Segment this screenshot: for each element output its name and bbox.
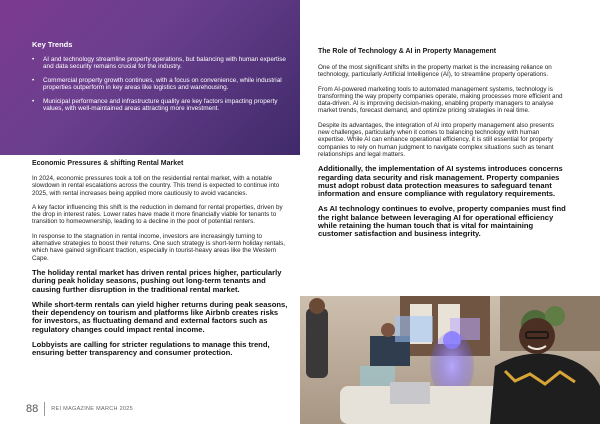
- left-bold-paragraph: The holiday rental market has driven rental prices higher, particularly during peak holiday seasons, pushing out long-term tenants and causing further disruption in the traditional rental market.: [32, 267, 282, 294]
- key-trend-item: • Municipal performance and infrastructure quality are key factors impacting property values, with well-maintained areas attracting more investment.: [32, 98, 286, 113]
- left-section-title: Economic Pressures & shifting Rental Market: [32, 160, 184, 167]
- left-article: [32, 160, 290, 365]
- right-paragraph: One of the most significant shifts in the property market is the increasing reliance on technology, particularly Artificial Intelligence (AI), to streamline property operations.: [318, 64, 552, 79]
- right-bold-paragraph: Additionally, the implementation of AI systems introduces concerns regarding data security and risk management. Property companies must adopt robust data protection measures to safeguard tenant information and ensure compliance with regulatory requirements.: [318, 164, 563, 199]
- left-paragraph: A key factor influencing this shift is the reduction in demand for rental properties, driven by the drop in interest rates. Lower rates have made it more financially viable for tenants to transition to homeownership, leading to a decline in the pool of potential renters.: [32, 203, 283, 226]
- hologram-screen: [395, 316, 433, 342]
- key-trends-box: [0, 0, 300, 155]
- background-desk-person-head: [381, 323, 395, 337]
- office-scene-illustration: [300, 296, 600, 424]
- page-number: 88: [26, 403, 39, 415]
- right-paragraph: From AI-powered marketing tools to automated management systems, technology is transforming the way property companies operate, making processes more efficient and data-driven. AI is improving decision-making, enabling property managers to analyse market trends, forecast demand, and optimize pricing strategies in real time.: [318, 85, 563, 115]
- office-ai-photo: [300, 296, 600, 424]
- right-section-title: The Role of Technology & AI in Property Management: [318, 48, 497, 55]
- right-bold-paragraph: As AI technology continues to evolve, property companies must find the right balance between leveraging AI for operational efficiency while retaining the human touch that is vital for maintaining customer satisfaction and business integrity.: [318, 204, 566, 239]
- page-footer: [26, 402, 133, 416]
- laptop: [390, 382, 430, 404]
- left-bold-paragraph: Lobbyists are calling for stricter regulations to manage this trend, ensuring better transparency and consumer protection.: [32, 340, 270, 358]
- key-trend-item: • AI and technology streamline property operations, but balancing with human expertise and data security remains crucial for the industry.: [32, 56, 286, 71]
- background-person: [306, 308, 328, 378]
- ai-hologram-head: [443, 331, 461, 349]
- right-article: [318, 48, 566, 246]
- key-trends-list: [32, 56, 286, 112]
- background-person-head: [309, 298, 325, 314]
- left-bold-paragraph: While short-term rentals can yield higher returns during peak seasons, their dependency on tourism and platforms like Airbnb creates risks for investors, as fluctuating demand and external factors such as regulatory changes could impact rental income.: [32, 299, 288, 334]
- footer-divider: [44, 402, 45, 416]
- publication-name: REI MAGAZINE MARCH 2025: [51, 406, 134, 412]
- right-paragraph: Despite its advantages, the integration of AI into property management also presents new challenges, particularly when it comes to balancing technology with human expertise. While AI can enhance operational efficiency, it is still essential for property companies to rely on human judgment to navigate complex situations such as tenant relationships and legal matters.: [318, 121, 554, 158]
- left-paragraph: In response to the stagnation in rental income, investors are increasingly turning to alternative strategies to boost their returns. One such strategy is short-term holiday rentals, which have gained significant traction, especially in tourist-heavy areas like the Western Cape.: [32, 232, 286, 262]
- left-paragraph: In 2024, economic pressures took a toll on the residential rental market, with a notable slowdown in rental escalations across the country. This trend is expected to continue into 2025, with rental increases being applied more cautiously to avoid vacancies.: [32, 175, 280, 197]
- key-trend-item: • Commercial property growth continues, with a focus on convenience, while industrial properties outperform in key areas like logistics and warehousing.: [32, 77, 286, 92]
- key-trends-title: Key Trends: [32, 40, 73, 49]
